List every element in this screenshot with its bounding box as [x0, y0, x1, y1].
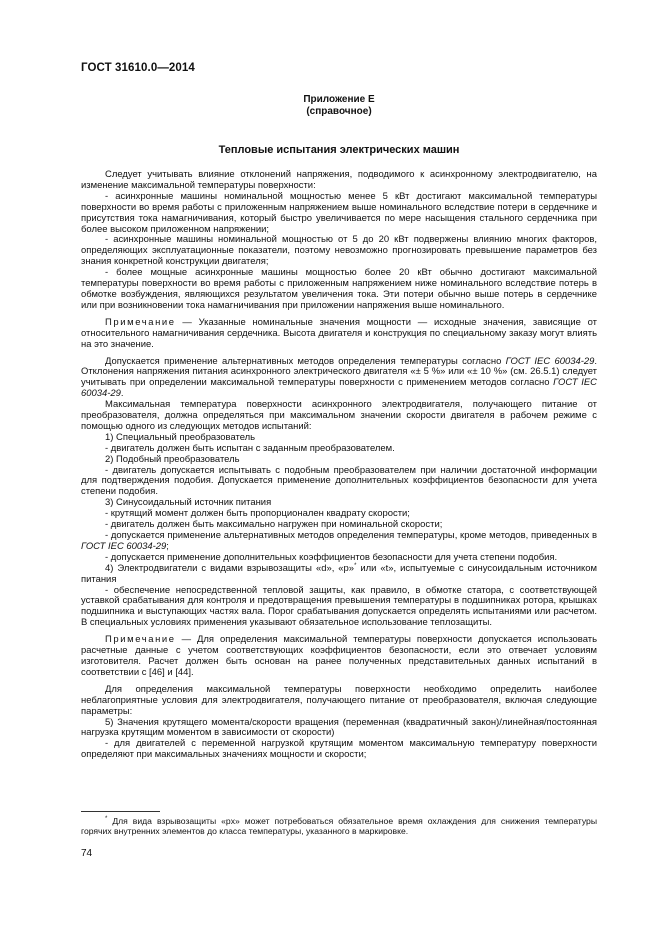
paragraph — [81, 357, 597, 401]
appendix-label: Приложение Е — [303, 94, 375, 105]
text-run: Допускается применение альтернативных методов определения температуры согласно — [105, 355, 506, 367]
appendix-note: (справочное) — [306, 106, 372, 117]
footnote-text: Для вида взрывозащиты «px» может потребоваться обязательное время охлаждения для снижения температуры горячих внутренних элементов до класса температуры, указанного в маркировке. — [81, 816, 597, 837]
standard-reference: ГОСТ IEC 60034-29 — [81, 377, 597, 400]
list-item: - двигатель допускается испытывать с подобным преобразователем при наличии достаточной информации для подтверждения подобия. Допускается применение дополнительных коэффициентов безопасности для учета степени подобия. — [81, 464, 597, 498]
note-text: — Для определения максимальной температуры поверхности допускается использовать расчетные данные с учетом соответствующих коэффициентов безопасности, если это отвечает условиям изготовителя. Расчет должен быть основан на ранее полученных представительных данных испытаний в соответствии с [46] и [44]. — [81, 634, 597, 678]
text-run: - допускается применение альтернативных методов определения температуры, кроме методов, приведенных в — [105, 530, 597, 541]
footnote-divider — [81, 811, 160, 812]
footnote — [81, 816, 597, 837]
text-run: или «t», испытуемые с синусоидальным источником питания — [81, 562, 597, 585]
list-item: 3) Синусоидальный источник питания — [105, 497, 272, 509]
text-run: ; — [166, 540, 169, 552]
standard-reference: ГОСТ IEC 60034-29 — [505, 355, 595, 367]
list-item: - для двигателей с переменной нагрузкой крутящим моментом максимальную температуру поверхности определяют при максимальных значениях мощности и скорости; — [81, 738, 597, 761]
paragraph: Максимальная температура поверхности асинхронного электродвигателя, получающего питание от преобразователя, должна определяться при максимальном значении скорости двигателя в рабочем режиме с помощью одного из следующих методов испытаний: — [81, 399, 597, 432]
list-item: - допускается применение дополнительных коэффициентов безопасности для учета степени подобия. — [105, 551, 558, 563]
paragraph: Для определения максимальной температуры поверхности необходимо определить наиболее неблагоприятные условия для электродвигателя, получающего питание от преобразователя, включая следующие параметры: — [81, 683, 597, 717]
text-run: . — [120, 388, 124, 400]
document-code: ГОСТ 31610.0—2014 — [81, 62, 195, 74]
list-item: - двигатель должен быть максимально нагружен при номинальной скорости; — [105, 519, 443, 531]
page-number: 74 — [81, 848, 93, 859]
note-paragraph — [81, 318, 597, 351]
paragraph: - более мощные асинхронные машины мощностью более 20 кВт обычно достигают максимальной температуры поверхности во время работы с приложенным напряжением ниже номинального вследствие потерь в обмотке возбуждения, являющихся результатом увеличения тока. Эти потери обычно выше потерь в сердечнике или при возникновении тока намагничивания при приложении напряжения выше номинального. — [81, 267, 597, 311]
list-item: 2) Подобный преобразователь — [105, 453, 240, 465]
list-item — [81, 531, 597, 553]
footnote-mark: * — [354, 562, 357, 569]
note-text: — Указанные номинальные значения мощности — исходные значения, зависящие от относительного намагничивания сердечника. Высота двигателя и конструкция по специальному заказу могут влиять на это значение. — [81, 316, 597, 350]
list-item: - двигатель должен быть испытан с заданным преобразователем. — [105, 442, 395, 454]
note-label: Примечание — [105, 634, 176, 646]
note-label: Примечание — [105, 316, 176, 328]
list-item: - крутящий момент должен быть пропорционален квадрату скорости; — [105, 508, 410, 520]
footnote-mark: * — [105, 816, 108, 823]
note-paragraph — [81, 635, 597, 679]
text-run: . Отклонения напряжения питания асинхронного электрического двигателя «± 5 %» или «± 10 %» (см. 26.5.1) следует учитывать при определении максимальной температуры поверхности с применением методов согласно — [81, 355, 598, 389]
appendix-heading — [81, 94, 597, 118]
text-run: 4) Электродвигатели с видами взрывозащиты «d», «p» — [105, 562, 355, 574]
paragraph: - асинхронные машины номинальной мощностью менее 5 кВт достигают максимальной температуры поверхности во время работы с приложенным напряжением выше номинального вследствие потери в сердечнике и присутствия тока намагничивания, который быстро увеличивается по мере насыщения стального сердечника при более высоком приложенном напряжении; — [81, 190, 597, 235]
paragraph: - асинхронные машины номинальной мощностью от 5 до 20 кВт подвержены влиянию многих факторов, определяющих эксплуатационные показатели, поэтому невозможно прогнозировать превышение параметров без знания конкретной конструкции двигателя; — [81, 234, 597, 268]
standard-reference: ГОСТ IEC 60034-29 — [81, 540, 167, 552]
list-item: - обеспечение непосредственной тепловой защиты, как правило, в обмотке статора, с соответствующей уставкой срабатывания для контроля и предотвращения превышения температуры в подшипниках ротора, крышках подшипника и выступающих частях вала. Порог срабатывания допускается определять испытаниями или расчетом. В специальных условиях применения указывают обязательное использование теплозащиты. — [81, 584, 597, 629]
list-item: 1) Специальный преобразователь — [105, 431, 256, 443]
list-item: 5) Значения крутящего момента/скорости вращения (переменная (квадратичный закон)/линейная/постоянная нагрузка крутящим моментом в зависимости от скорости) — [81, 716, 597, 739]
paragraph: Следует учитывать влияние отклонений напряжения, подводимого к асинхронному электродвигателю, на изменение максимальной температуры поверхности: — [81, 169, 597, 191]
document-body — [81, 170, 597, 761]
section-title: Тепловые испытания электрических машин — [218, 144, 460, 156]
list-item — [81, 564, 597, 586]
